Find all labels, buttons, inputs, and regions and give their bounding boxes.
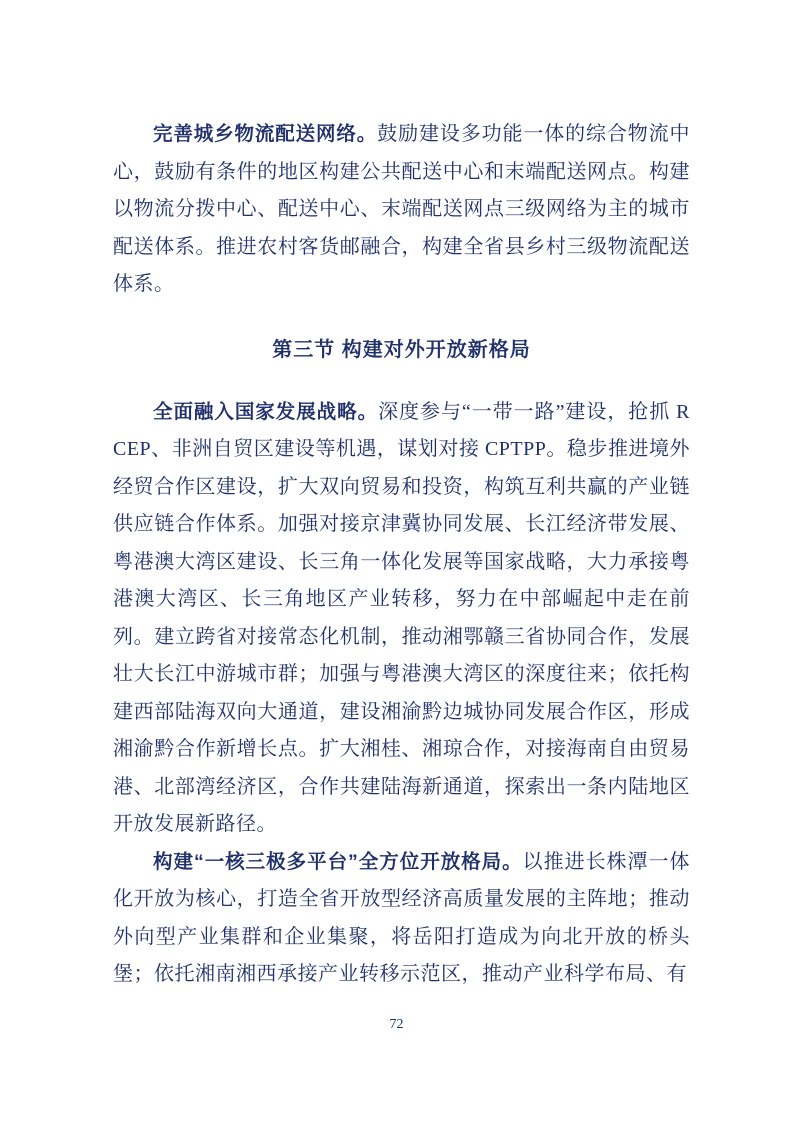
- text-block: [113, 116, 690, 994]
- paragraph-logistics-network: [113, 116, 690, 304]
- paragraph-lead-national-strategy: 全面融入国家发展战略。: [153, 400, 379, 423]
- paragraph-national-strategy: [113, 394, 690, 844]
- paragraph-lead-opening-pattern: 构建“一核三极多平台”全方位开放格局。: [153, 850, 523, 873]
- page-number: 72: [389, 1017, 404, 1032]
- paragraph-body-national-strategy: 深度参与“一带一路”建设，抢抓 RCEP、非洲自贸区建设等机遇，谋划对接 CPTPP。稳步推进境外经贸合作区建设，扩大双向贸易和投资，构筑互利共赢的产业链供应链合作体系。加强对接京津冀协同发展、长江经济带发展、粤港澳大湾区建设、长三角一体化发展等国家战略，大力承接粤港澳大湾区、长三角地区产业转移，努力在中部崛起中走在前列。建立跨省对接常态化机制，推动湘鄂赣三省协同合作，发展壮大长江中游城市群；加强与粤港澳大湾区的深度往来；依托构建西部陆海双向大通道，建设湘渝黔边城协同发展合作区，形成湘渝黔合作新增长点。扩大湘桂、湘琼合作，对接海南自由贸易港、北部湾经济区，合作共建陆海新通道，探索出一条内陆地区开放发展新路径。: [113, 400, 690, 835]
- section-heading: 第三节 构建对外开放新格局: [272, 338, 531, 361]
- paragraph-body-logistics: 鼓励建设多功能一体的综合物流中心，鼓励有条件的地区构建公共配送中心和末端配送网点。构建以物流分拨中心、配送中心、末端配送网点三级网络为主的城市配送体系。推进农村客货邮融合，构建全省县乡村三级物流配送体系。: [113, 123, 690, 295]
- paragraph-lead-logistics: 完善城乡物流配送网络。: [153, 123, 378, 145]
- paragraph-body-opening-pattern: 以推进长株潭一体化开放为核心，打造全省开放型经济高质量发展的主阵地；推动外向型产业集群和企业集聚，将岳阳打造成为向北开放的桥头堡；依托湘南湘西承接产业转移示范区，推动产业科学布局、有: [113, 850, 690, 985]
- paragraph-opening-pattern: [113, 844, 690, 994]
